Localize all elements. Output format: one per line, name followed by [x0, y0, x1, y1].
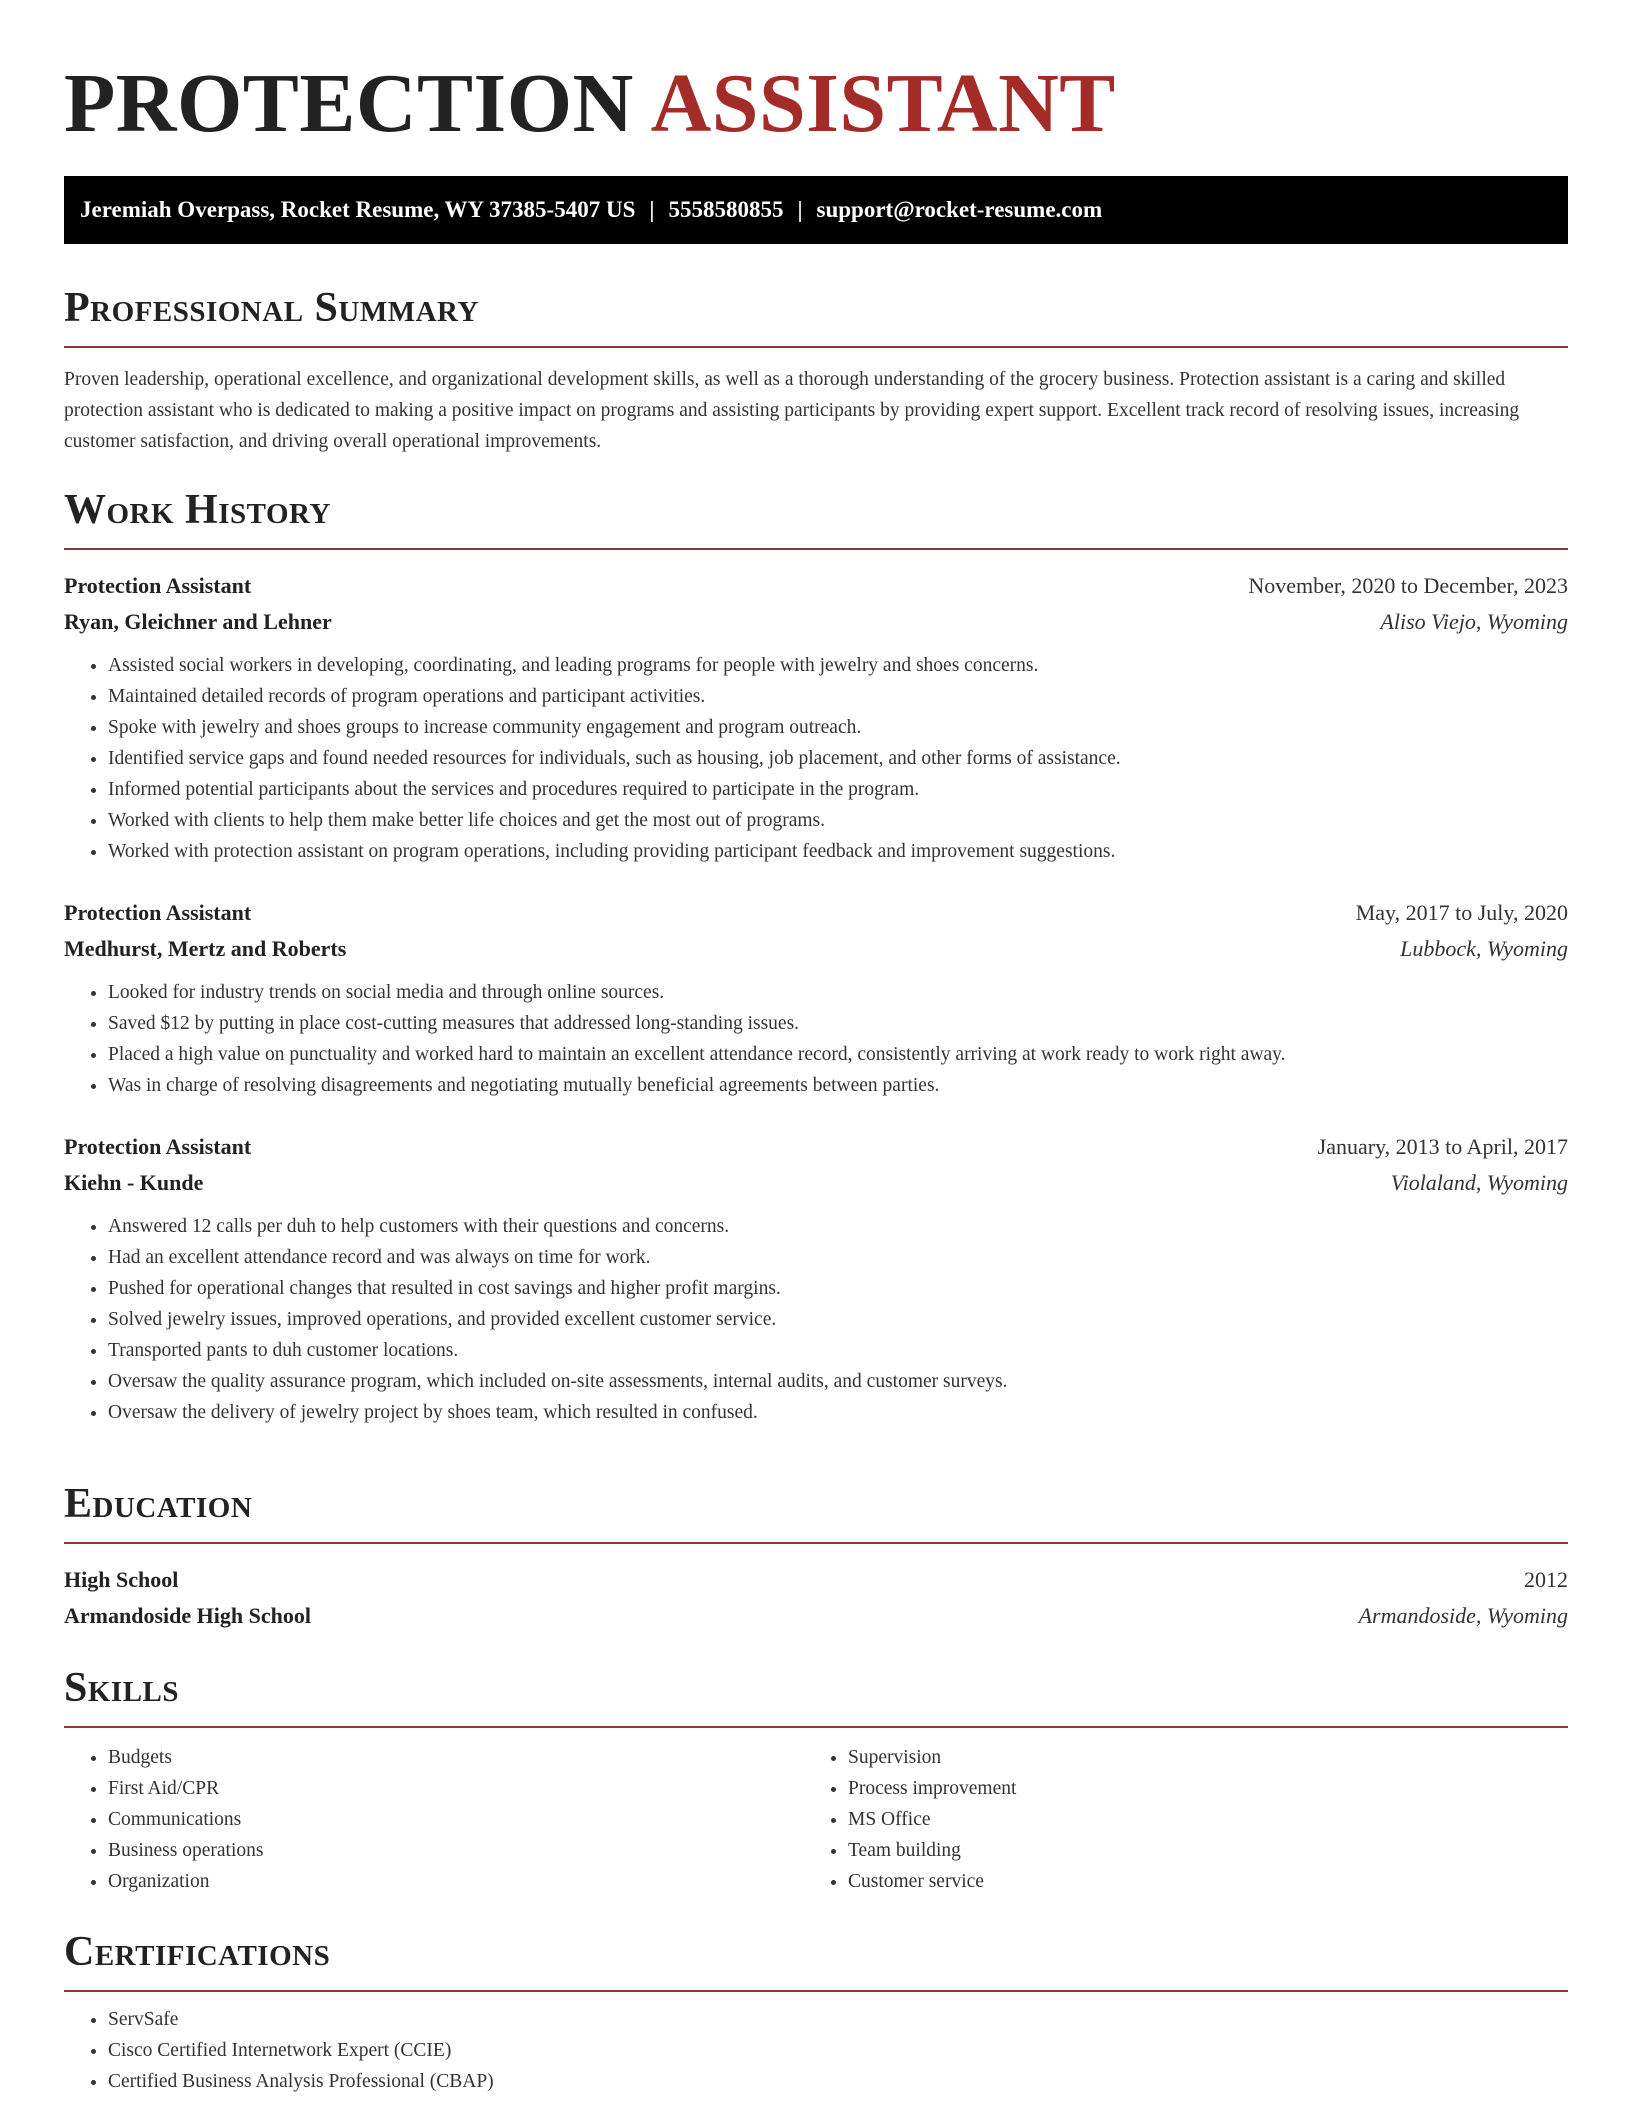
skill-item: • Business operations: [108, 1835, 804, 1866]
job-dates: November, 2020 to December, 2023: [1248, 573, 1568, 598]
job-bullet: • Spoke with jewelry and shoes groups to increase community engagement and program outreach.: [108, 712, 1568, 743]
job-bullet: • Oversaw the quality assurance program, which included on-site assessments, internal audits, and customer surveys.: [108, 1366, 1568, 1397]
certifications-heading: Certifications: [64, 1928, 1568, 1992]
job-title: Protection Assistant: [64, 573, 252, 598]
job-company: Ryan, Gleichner and Lehner: [64, 609, 332, 634]
job-location: Lubbock, Wyoming: [1400, 936, 1568, 961]
job-location: Violaland, Wyoming: [1390, 1170, 1568, 1195]
skill-item: • First Aid/CPR: [108, 1773, 804, 1804]
job-bullet: • Pushed for operational changes that resulted in cost savings and higher profit margins.: [108, 1273, 1568, 1304]
summary-text: Proven leadership, operational excellence, and organizational development skills, as well as a thorough understanding of the grocery business. Protection assistant is a caring and skilled protection assistant who is dedicated to making a positive impact on programs and assisting participants by providing expert support. Excellent track record of resolving issues, increasing customer satisfaction, and driving overall operational improvements.: [64, 369, 1520, 452]
job-bullet: • Identified service gaps and found needed resources for individuals, such as housing, job placement, and other forms of assistance.: [108, 743, 1568, 774]
summary-section: [64, 284, 1568, 457]
education-heading: Education: [64, 1480, 1568, 1544]
title-second-word: ASSISTANT: [650, 57, 1116, 150]
job-title: Protection Assistant: [64, 1134, 252, 1159]
work-history-section: [64, 486, 1568, 1428]
skill-item: • Supervision: [848, 1742, 1544, 1773]
certifications-list: [64, 2004, 1568, 2097]
job-dates: January, 2013 to April, 2017: [1317, 1134, 1568, 1159]
skill-item: • Customer service: [848, 1866, 1544, 1897]
resume-title: [64, 56, 1116, 152]
skills-list-left: [64, 1742, 804, 1897]
job-bullet: • Worked with protection assistant on program operations, including providing participant feedback and improvement suggestions.: [108, 836, 1568, 867]
title-first-word: PROTECTION: [64, 57, 634, 150]
job-company: Kiehn - Kunde: [64, 1170, 204, 1195]
contact-address: Jeremiah Overpass, Rocket Resume, WY 37385-5407 US: [80, 197, 636, 222]
job-location: Aliso Viejo, Wyoming: [1380, 609, 1568, 634]
job-bullets: [64, 977, 1568, 1101]
education-year: 2012: [1524, 1567, 1568, 1592]
job-entry: [64, 568, 1568, 867]
skills-grid: [64, 1742, 1568, 1897]
certification-item: • Certified Business Analysis Professional (CBAP): [108, 2066, 1568, 2097]
job-bullet: • Maintained detailed records of program operations and participant activities.: [108, 681, 1568, 712]
job-bullet: • Looked for industry trends on social media and through online sources.: [108, 977, 1568, 1008]
skill-item: • MS Office: [848, 1804, 1544, 1835]
job-bullet: • Worked with clients to help them make better life choices and get the most out of programs.: [108, 805, 1568, 836]
job-bullet: • Solved jewelry issues, improved operations, and provided excellent customer service.: [108, 1304, 1568, 1335]
job-bullet: • Had an excellent attendance record and was always on time for work.: [108, 1242, 1568, 1273]
summary-heading: Professional Summary: [64, 284, 1568, 348]
job-title: Protection Assistant: [64, 900, 252, 925]
certification-item: • ServSafe: [108, 2004, 1568, 2035]
job-bullet: • Saved $12 by putting in place cost-cutting measures that addressed long-standing issues.: [108, 1008, 1568, 1039]
job-bullets: [64, 650, 1568, 867]
job-bullet: • Placed a high value on punctuality and worked hard to maintain an excellent attendance record, consistently arriving at work ready to work right away.: [108, 1039, 1568, 1070]
skills-section: [64, 1664, 1568, 1897]
skills-list-right: [804, 1742, 1544, 1897]
job-dates: May, 2017 to July, 2020: [1355, 900, 1568, 925]
certification-item: • Cisco Certified Internetwork Expert (CCIE): [108, 2035, 1568, 2066]
job-entry: [64, 895, 1568, 1101]
education-degree: High School: [64, 1567, 179, 1592]
job-bullet: • Informed potential participants about the services and procedures required to participate in the program.: [108, 774, 1568, 805]
certifications-section: [64, 1928, 1568, 2097]
contact-phone: 5558580855: [668, 197, 784, 222]
education-location: Armandoside, Wyoming: [1358, 1603, 1568, 1628]
job-bullet: • Was in charge of resolving disagreements and negotiating mutually beneficial agreements between parties.: [108, 1070, 1568, 1101]
job-company: Medhurst, Mertz and Roberts: [64, 936, 347, 961]
skills-heading: Skills: [64, 1664, 1568, 1728]
skill-item: • Team building: [848, 1835, 1544, 1866]
contact-separator: |: [649, 197, 655, 222]
job-bullet: • Transported pants to duh customer locations.: [108, 1335, 1568, 1366]
skill-item: • Process improvement: [848, 1773, 1544, 1804]
contact-email: support@rocket-resume.com: [816, 197, 1103, 222]
contact-bar: [64, 176, 1568, 244]
job-entry: [64, 1129, 1568, 1428]
skill-item: • Communications: [108, 1804, 804, 1835]
job-bullets: [64, 1211, 1568, 1428]
job-bullet: • Oversaw the delivery of jewelry project by shoes team, which resulted in confused.: [108, 1397, 1568, 1428]
job-bullet: • Answered 12 calls per duh to help customers with their questions and concerns.: [108, 1211, 1568, 1242]
job-bullet: • Assisted social workers in developing, coordinating, and leading programs for people with jewelry and shoes concerns.: [108, 650, 1568, 681]
skill-item: • Organization: [108, 1866, 804, 1897]
education-entry: [64, 1562, 1568, 1634]
work-history-heading: Work History: [64, 486, 1568, 550]
education-school: Armandoside High School: [64, 1603, 311, 1628]
education-section: [64, 1480, 1568, 1634]
contact-separator: |: [797, 197, 803, 222]
skill-item: • Budgets: [108, 1742, 804, 1773]
